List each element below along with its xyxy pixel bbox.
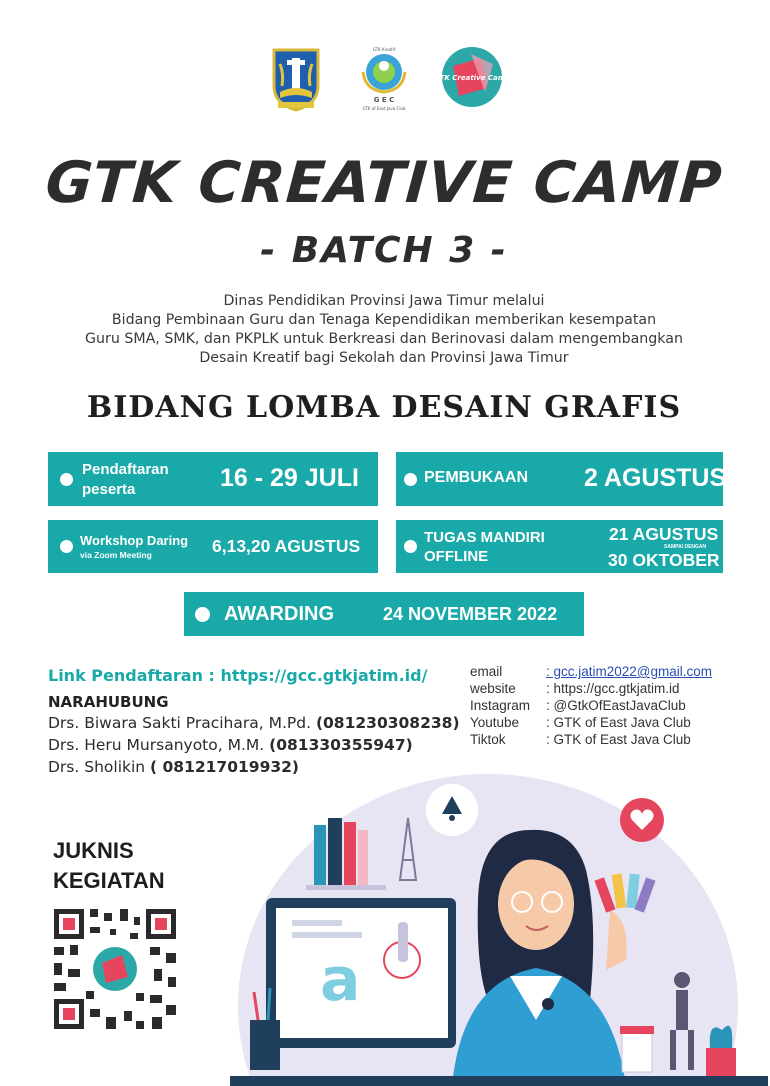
- logo-row: [0, 46, 768, 116]
- tugas-between: SAMPAI DENGAN: [664, 544, 707, 550]
- qr-code-icon[interactable]: [50, 905, 180, 1033]
- gec-letters: G E C: [373, 96, 395, 104]
- bullet-dot: [195, 607, 210, 622]
- gec-top-caption: GTK Kreatif: [372, 47, 396, 52]
- contact-name: Drs. Heru Mursanyoto, M.M.: [48, 736, 270, 754]
- pembukaan-label: PEMBUKAAN: [424, 469, 528, 486]
- juknis-line: KEGIATAN: [53, 868, 165, 893]
- designer-illustration: [230, 770, 768, 1086]
- gec-caption: GTK of East Java Club: [362, 106, 406, 111]
- pencil-cup-icon: [250, 1020, 280, 1070]
- schedule-pendaftaran: [48, 452, 378, 506]
- schedule-pembukaan: [396, 452, 727, 506]
- juknis-heading: [53, 836, 165, 896]
- batch-subtitle: - BATCH 3 -: [260, 230, 508, 271]
- svg-text:a: a: [320, 945, 361, 1015]
- pendaftaran-label: Pendaftaran: [82, 461, 169, 478]
- pendaftaran-label-2: peserta: [82, 481, 136, 498]
- tugas-date-end: 30 OKTOBER: [608, 550, 720, 570]
- awarding-date: 24 NOVEMBER 2022: [383, 604, 558, 624]
- info-key: Instagram: [470, 698, 531, 713]
- workshop-sub: via Zoom Meeting: [80, 550, 152, 560]
- tugas-label-2: OFFLINE: [424, 548, 489, 565]
- contact-person: [48, 736, 413, 754]
- workshop-date: 6,13,20 AGUSTUS: [212, 536, 361, 556]
- jatim-crest-logo: [270, 46, 322, 112]
- contact-phone[interactable]: (081330355947): [269, 736, 413, 754]
- info-key: Tiktok: [470, 732, 506, 747]
- gcc-logo-text: GTK Creative Camp: [434, 74, 510, 82]
- contact-heading: NARAHUBUNG: [48, 693, 169, 711]
- juknis-line: JUKNIS: [53, 838, 134, 863]
- contact-phone[interactable]: ( 081217019932): [150, 758, 300, 776]
- pembukaan-date: 2 AGUSTUS: [584, 464, 727, 492]
- gcc-camp-logo: [434, 46, 510, 108]
- monitor-icon: [266, 898, 456, 1048]
- bullet-dot: [404, 540, 417, 553]
- contact-phone[interactable]: (081230308238): [315, 714, 460, 732]
- pendaftaran-date: 16 - 29 JULI: [220, 464, 359, 492]
- bullet-dot: [60, 540, 73, 553]
- bullet-dot: [404, 473, 417, 486]
- contact-person: [48, 714, 460, 732]
- tugas-label: TUGAS MANDIRI: [424, 529, 545, 546]
- intro-line: Dinas Pendidikan Provinsi Jawa Timur melalui: [223, 293, 545, 309]
- page-title: GTK CREATIVE CAMP: [43, 150, 725, 216]
- contact-name: Drs. Biwara Sakti Pracihara, M.Pd.: [48, 714, 316, 732]
- website-value[interactable]: : https://gcc.gtkjatim.id: [546, 681, 680, 696]
- schedule-workshop: [48, 520, 378, 573]
- instagram-value: : @GtkOfEastJavaClub: [546, 698, 686, 713]
- info-key: Youtube: [470, 715, 520, 730]
- intro-line: Desain Kreatif bagi Sekolah dan Provinsi Jawa Timur: [199, 350, 569, 366]
- tiktok-value: : GTK of East Java Club: [546, 732, 691, 747]
- bullet-dot: [60, 473, 73, 486]
- coffee-cup-icon: [622, 1032, 652, 1072]
- gec-club-logo: [355, 46, 413, 112]
- intro-line: Bidang Pembinaan Guru dan Tenaga Kependidikan memberikan kesempatan: [111, 312, 657, 328]
- awarding-label: AWARDING: [224, 603, 334, 625]
- plant-pot-icon: [706, 1048, 736, 1078]
- intro-paragraph: [40, 292, 728, 368]
- desk-surface: [230, 1076, 768, 1086]
- intro-line: Guru SMA, SMK, dan PKPLK untuk Berkreasi dan Berinovasi dalam mengembangkan: [85, 331, 683, 347]
- schedule-awarding: [184, 592, 584, 636]
- workshop-label: Workshop Daring: [80, 533, 189, 548]
- youtube-value: : GTK of East Java Club: [546, 715, 691, 730]
- info-key: email: [470, 664, 503, 679]
- schedule-tugas: [396, 520, 723, 573]
- info-key: website: [470, 681, 516, 696]
- email-link[interactable]: : gcc.jatim2022@gmail.com: [546, 664, 713, 679]
- competition-title: BIDANG LOMBA DESAIN GRAFIS: [86, 390, 682, 425]
- tugas-date-start: 21 AGUSTUS: [609, 524, 719, 544]
- contact-name: Drs. Sholikin: [48, 758, 151, 776]
- registration-link[interactable]: Link Pendaftaran : https://gcc.gtkjatim.id/: [48, 666, 428, 685]
